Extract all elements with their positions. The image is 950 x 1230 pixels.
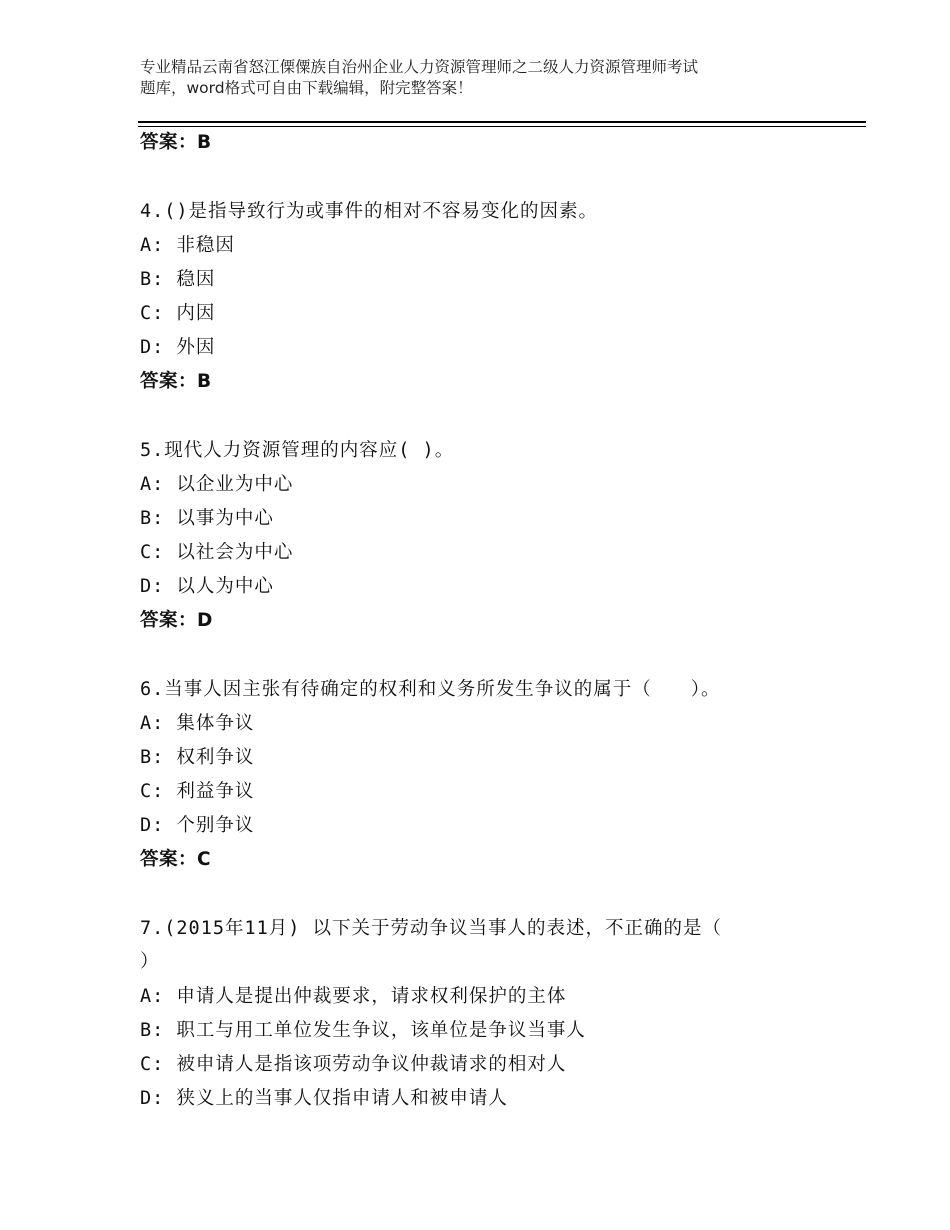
question-7-stem: 7.(2015年11月) 以下关于劳动争议当事人的表述，不正确的是（	[140, 918, 723, 939]
question-4-option-b: B: 稳因	[140, 269, 216, 290]
question-7-option-d: D: 狭义上的当事人仅指申请人和被申请人	[140, 1088, 508, 1109]
header-rule-thin	[138, 126, 866, 127]
question-6-option-d: D: 个别争议	[140, 815, 255, 836]
question-6-option-c: C: 利益争议	[140, 781, 255, 802]
question-5-option-d: D: 以人为中心	[140, 576, 274, 597]
question-6-answer: 答案：C	[140, 849, 212, 870]
question-6-option-a: A: 集体争议	[140, 713, 255, 734]
question-4-answer: 答案：B	[140, 371, 212, 392]
question-4-stem: 4.()是指导致行为或事件的相对不容易变化的因素。	[140, 201, 599, 222]
question-5-option-a: A: 以企业为中心	[140, 474, 294, 495]
header-line-1: 专业精品云南省怒江傈僳族自治州企业人力资源管理师之二级人力资源管理师考试	[140, 58, 699, 76]
question-6-stem: 6.当事人因主张有待确定的权利和义务所发生争议的属于（ ）。	[140, 679, 721, 700]
question-5-answer: 答案：D	[140, 610, 213, 631]
question-7-option-b: B: 职工与用工单位发生争议，该单位是争议当事人	[140, 1020, 586, 1041]
question-4-option-c: C: 内因	[140, 303, 216, 324]
header-line-2: 题库，word格式可自由下载编辑，附完整答案！	[140, 79, 473, 97]
answer-previous: 答案：B	[140, 132, 212, 153]
question-7-option-a: A: 申请人是提出仲裁要求，请求权利保护的主体	[140, 986, 567, 1007]
question-7-stem-continued: ）	[140, 951, 160, 972]
question-5-stem: 5.现代人力资源管理的内容应( )。	[140, 440, 455, 461]
question-5-option-b: B: 以事为中心	[140, 508, 274, 529]
question-4-option-d: D: 外因	[140, 337, 216, 358]
question-6-option-b: B: 权利争议	[140, 747, 255, 768]
question-5-option-c: C: 以社会为中心	[140, 542, 294, 563]
header-rule-thick	[138, 121, 866, 123]
document-header	[140, 57, 840, 99]
question-7-option-c: C: 被申请人是指该项劳动争议仲裁请求的相对人	[140, 1054, 567, 1075]
question-4-option-a: A: 非稳因	[140, 235, 235, 256]
